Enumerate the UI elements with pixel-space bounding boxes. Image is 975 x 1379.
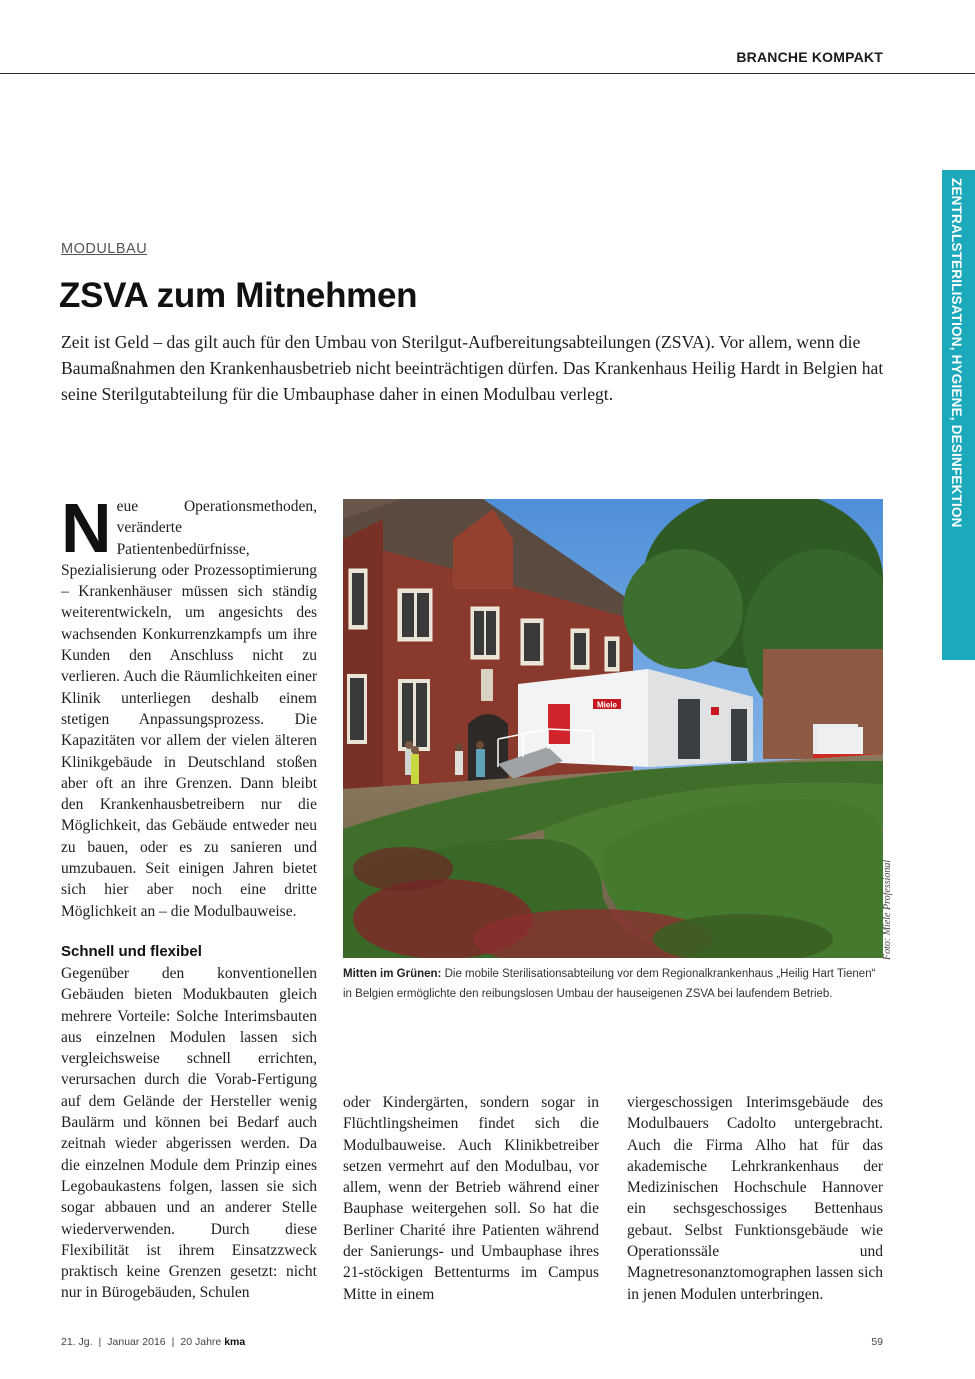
section-subhead: Schnell und flexibel	[61, 943, 202, 960]
footer-issue-info	[61, 1336, 245, 1348]
caption-lead: Mitten im Grünen:	[343, 968, 442, 980]
module-sign-text: Miele	[597, 700, 618, 710]
footer-separator: |	[171, 1336, 175, 1348]
body-paragraph-column3: viergeschossigen Interimsgebäude des Modulbauers Cadolto untergebracht. Auch die Firma Alho hat für das akademische Lehrkrankenhaus der Medizinischen Hochschule Hannover ein sechsgeschossiges Bettenhaus gebaut. Selbst Funktionsgebäude wie Operationssäle und Magnetresonanztomographen lassen sich in jenen Modulen unterbringen.	[627, 1094, 883, 1303]
section-label: BRANCHE KOMPAKT	[736, 49, 883, 65]
footer-issue: Januar 2016	[107, 1336, 166, 1348]
footer-separator: |	[98, 1336, 102, 1348]
page-number: 59	[871, 1336, 883, 1348]
side-tab-label: ZENTRALSTERILISATION, HYGIENE, DESINFEKTION	[949, 178, 964, 528]
footer-volume: 21. Jg.	[61, 1336, 93, 1348]
drop-cap: N	[61, 489, 112, 567]
header-rule	[0, 73, 975, 74]
intro-text: eue Operationsmethoden, veränderte Patientenbedürfnisse, Spezialisierung oder Prozessoptimierung – Krankenhäuser müssen sich ständig weiterentwickeln, um angesichts des wachsenden Konkurrenzkampfs um ihre Kunden den Anschluss nicht zu verlieren. Auch die Räumlichkeiten einer Klinik unterliegen deshalb einem stetigen Anpassungsprozess. Die Kapazitäten vor allem der vielen älteren Klinikgebäude in Deutschland stoßen aber oft an ihre Grenzen. Dann bleibt den Krankenhausbetreibern nur die Möglichkeit, das Gebäude entweder neu zu bauen, oder es zu sanieren und umzubauen. Seit einigen Jahren bietet sich hier aber noch eine dritte Möglichkeit an – die Modulbauweise.	[61, 498, 317, 920]
body-paragraph-column2: oder Kindergärten, sondern sogar in Flüchtlingsheimen findet sich die Modulbauweise. Auch Klinikbetreiber setzen vermehrt auf den Modulbau, vor allem, wenn der Betrieb während einer Bauphase weitergehen soll. So hat die Berliner Charité ihre Patienten während der Sanierungs- und Umbauphase ihres 21-stöckigen Bettenturms im Campus Mitte in einem	[343, 1094, 599, 1303]
body-paragraph-flexibel: Gegenüber den konventionellen Gebäuden bieten Modukbauten gleich mehrere Vorteile: Solche Interimsbauten aus einzelnen Modulen lassen sich vergleichsweise schnell errichten, verursachen durch die Vorab-Fertigung auf dem Gelände der Hersteller wenig Baulärm und können bei Bedarf auch zeitnah wieder abgerissen werden. Da die einzelnen Module dem Prinzip eines Legobaukastens folgen, lassen sie sich sogar abbauen und an anderer Stelle wiederverwenden. Durch diese Flexibilität ist ihrem Einsatzzweck praktisch keine Grenzen gesetzt: nicht nur in Bürogebäuden, Schulen	[61, 965, 317, 1302]
photo-credit: Foto: Miele Professional	[882, 859, 893, 960]
article-lead: Zeit ist Geld – das gilt auch für den Umbau von Sterilgut-Aufbereitungsabteilungen (ZSVA). Vor allem, wenn die Baumaßnahmen den Krankenhausbetrieb nicht beeinträchtigen dürfen. Das Krankenhaus Heilig Hardt in Belgien hat seine Sterilgutabteilung für die Umbauphase daher in einen Modulbau verlegt.	[61, 332, 884, 404]
caption-text: Die mobile Sterilisationsabteilung vor dem Regionalkrankenhaus „Heilig Hart Tienen“ in Belgien ermöglichte den reibungslosen Umbau der hauseigenen ZSVA bei laufendem Betrieb.	[343, 968, 876, 1000]
body-paragraph-intro	[61, 489, 317, 922]
photo-illustration	[343, 499, 883, 958]
side-section-tab	[942, 170, 975, 660]
photo-caption	[343, 965, 883, 1004]
article-photo	[343, 499, 883, 958]
footer-brand: kma	[224, 1336, 246, 1348]
article-title: ZSVA zum Mitnehmen	[59, 276, 418, 315]
article-kicker: MODULBAU	[61, 241, 148, 257]
footer-anniversary: 20 Jahre	[180, 1336, 222, 1348]
